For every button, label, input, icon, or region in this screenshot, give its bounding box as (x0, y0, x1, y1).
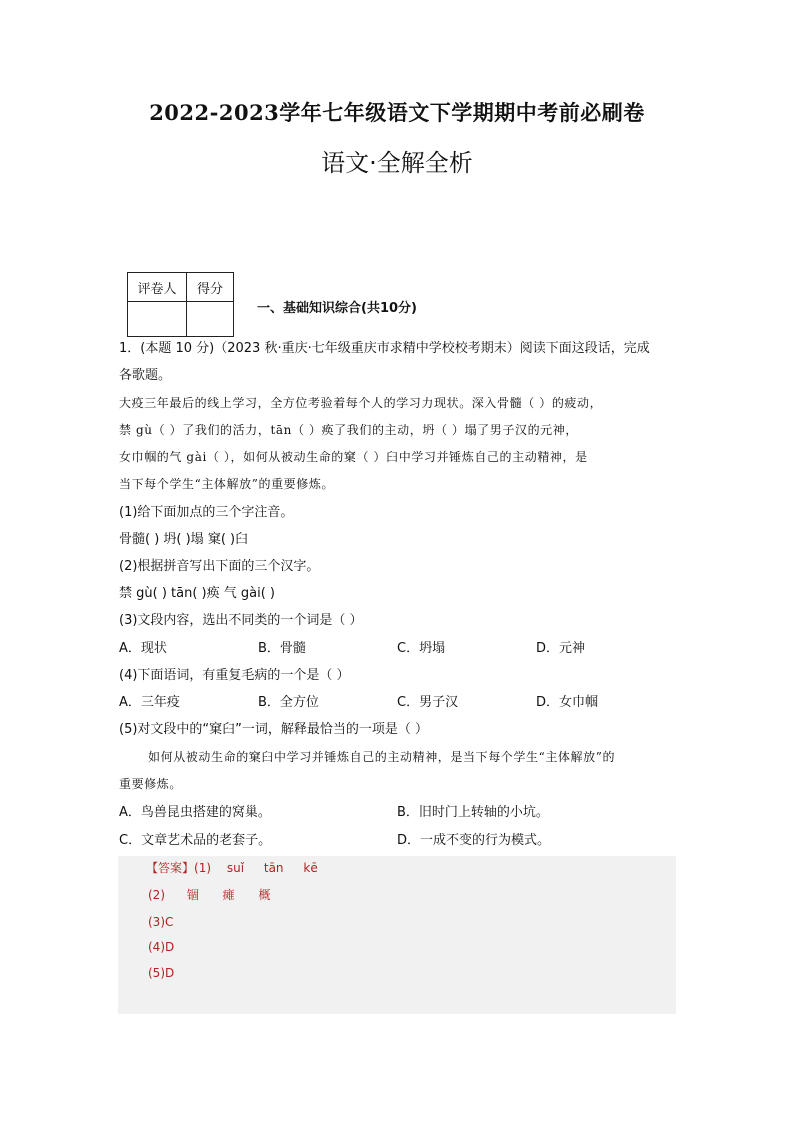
passage-line-4: 当下每个学生“主体解放”的重要修炼。 (119, 477, 335, 491)
sub3-option-b: B．骨髓 (258, 641, 306, 656)
answer-label: 【答案】 (146, 861, 195, 875)
answer-line-3: (3)C (148, 915, 174, 929)
sub4-option-d: D．女巾帼 (536, 695, 599, 710)
answer-line-2 (148, 886, 271, 904)
section-heading: 一、基础知识综合(共10分) (257, 301, 417, 316)
answer-line-1 (146, 859, 318, 877)
answer-box (118, 856, 676, 1014)
sub5-option-d: D．一成不变的行为模式。 (397, 833, 551, 848)
sub-question-4: (4)下面语词，有重复毛病的一个是（ ） (119, 668, 350, 683)
sub5-option-a: A．鸟兽昆虫搭建的窝巢。 (119, 805, 271, 820)
sub-question-2: (2)根据拼音写出下面的三个汉字。 (119, 559, 320, 574)
answer-2-number: (2) (148, 888, 165, 902)
answer-2-value-1: 锢 (186, 888, 199, 902)
answer-1-value-1: suǐ (226, 861, 245, 875)
sub5-quote-line1: 如何从被动生命的窠臼中学习并锤炼自己的主动精神，是当下每个学生“主体解放”的 (148, 750, 616, 764)
sub4-option-b: B．全方位 (258, 695, 319, 710)
page-subtitle: 语文·全解全析 (321, 149, 473, 177)
sub4-option-a: A．三年疫 (119, 695, 180, 710)
question-stem-line1: 1．(本题 10 分)（2023 秋·重庆·七年级重庆市求精中学校校考期末）阅读下面这段话，完成 (119, 341, 650, 356)
answer-1-value-3: kē (303, 861, 318, 875)
sub-question-1: (1)给下面加点的三个字注音。 (119, 505, 294, 520)
answer-2-value-3: 概 (258, 888, 271, 902)
sub-question-3: (3)文段内容，选出不同类的一个词是（ ） (119, 613, 363, 628)
answer-line-5: (5)D (148, 966, 175, 980)
sub-question-2-fill: 禁 gù( ) tān( )痪 气 gài( ) (119, 586, 275, 601)
grader-header-score: 得分 (187, 273, 234, 302)
answer-line-4: (4)D (148, 940, 175, 954)
grader-score-cell[interactable] (187, 302, 234, 337)
passage-line-3: 女巾帼的气 gài（ ），如何从被动生命的窠（ ）臼中学习并锤炼自己的主动精神，是 (119, 450, 588, 464)
sub3-option-d: D．元神 (536, 641, 586, 656)
answer-1-value-2: tān (263, 861, 284, 875)
grader-table (127, 272, 234, 337)
page-title: 2022-2023学年七年级语文下学期期中考前必刷卷 (149, 100, 645, 125)
sub3-option-a: A．现状 (119, 641, 167, 656)
passage-line-1: 大疫三年最后的线上学习，全方位考验着每个人的学习力现状。深入骨髓（ ）的疲动， (119, 396, 603, 410)
sub-question-5: (5)对文段中的“窠臼”一词，解释最恰当的一项是（ ） (119, 722, 429, 737)
sub4-option-c: C．男子汉 (397, 695, 459, 710)
answer-1-number: (1) (194, 861, 212, 875)
answer-2-value-2: 瘫 (222, 888, 235, 902)
sub3-option-c: C．坍塌 (397, 641, 446, 656)
grader-header-reviewer: 评卷人 (128, 273, 187, 302)
passage-line-2: 禁 gù（ ）了我们的活力，tān（ ）痪了我们的主动，坍（ ）塌了男子汉的元神， (119, 423, 578, 437)
sub5-option-b: B．旧时门上转轴的小坑。 (397, 805, 549, 820)
sub-question-1-fill: 骨髓( ) 坍( )塌 窠( )臼 (119, 532, 249, 547)
grader-reviewer-cell[interactable] (128, 302, 187, 337)
sub5-option-c: C．文章艺术品的老套子。 (119, 833, 272, 848)
question-stem-line2: 各歌题。 (119, 368, 172, 383)
sub5-quote-line2: 重要修炼。 (119, 777, 183, 791)
